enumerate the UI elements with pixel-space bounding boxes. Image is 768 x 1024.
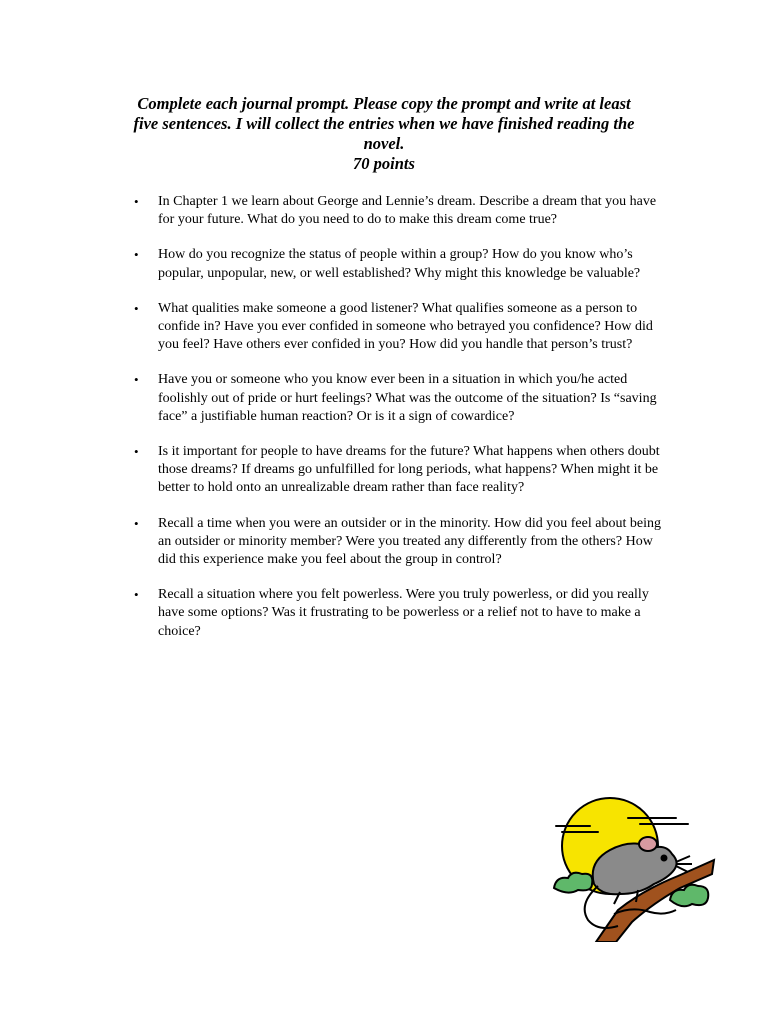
heading-line: Complete each journal prompt. Please copy the prompt and write at least	[137, 94, 631, 113]
bullet-icon: •	[134, 247, 139, 263]
bullet-icon: •	[134, 194, 139, 209]
bullet-icon: •	[134, 515, 139, 531]
instructions-heading	[100, 94, 668, 174]
prompt-item	[132, 515, 662, 570]
heading-line: novel.	[363, 134, 405, 153]
prompt-text: Recall a time when you were an outsider or in the minority. How did you feel about being an outsider or minority member? Were you treated any differently from the others? How did this experience make you feel about the group in control?	[158, 515, 661, 568]
prompt-text: What qualities make someone a good listener? What qualifies someone as a person to confide in? Have you ever confided in someone who betrayed you confidence? How did you feel? Have others ever confided in you? How did you handle that person’s trust?	[158, 300, 653, 353]
prompt-item	[132, 193, 662, 229]
prompt-text: Recall a situation where you felt powerless. Were you truly powerless, or did you really have some options? Was it frustrating to be powerless or a relief not to have to make a choice?	[158, 587, 649, 639]
prompt-text: In Chapter 1 we learn about George and Lennie’s dream. Describe a dream that you have for your future. What do you need to do to make this dream come true?	[158, 194, 657, 228]
prompt-item	[132, 371, 662, 426]
prompt-list	[132, 193, 662, 658]
points-value: 70 points	[353, 154, 415, 173]
prompt-item	[132, 246, 662, 282]
prompt-text: Is it important for people to have dreams for the future? What happens when others doubt those dreams? If dreams go unfulfilled for long periods, what happens? When might it be better to hold onto an unrealizable dream rather than face reality?	[158, 444, 660, 496]
prompt-item	[132, 443, 662, 498]
mouse-on-branch-moon-icon	[548, 792, 718, 942]
bush-left	[554, 873, 592, 893]
prompt-item	[132, 300, 662, 355]
prompt-text: How do you recognize the status of people within a group? How do you know who’s popular, unpopular, new, or well established? Why might this knowledge be valuable?	[158, 247, 641, 281]
heading-line: five sentences. I will collect the entries when we have finished reading the	[133, 114, 635, 133]
bullet-icon: •	[134, 372, 139, 388]
prompt-item	[132, 586, 662, 641]
bullet-icon: •	[134, 587, 139, 603]
prompt-text: Have you or someone who you know ever been in a situation in which you/he acted foolishly out of pride or hurt feelings? What was the outcome of the situation? Is “saving face” a justifiable human reaction? Or is it a sign of cowardice?	[158, 372, 657, 424]
bullet-icon: •	[134, 444, 139, 460]
bullet-icon: •	[134, 300, 139, 316]
